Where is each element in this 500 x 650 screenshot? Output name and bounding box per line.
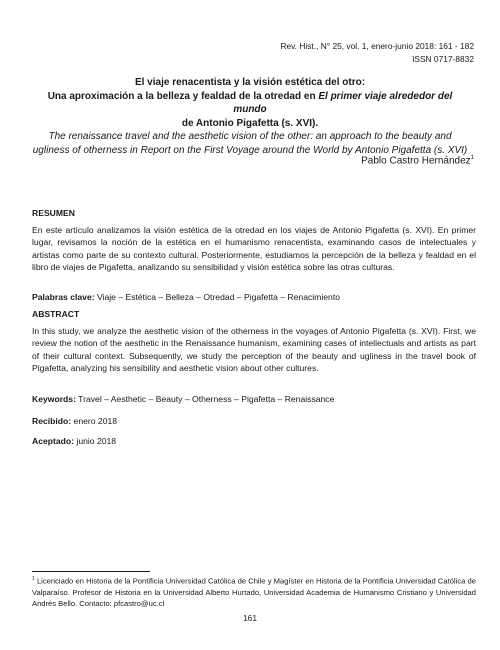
- author-name: Pablo Castro Hernández: [361, 155, 471, 167]
- spanish-title-book: El primer viaje alrededor del mundo: [233, 90, 453, 115]
- keywords: [32, 394, 334, 404]
- received-label: Recibido:: [32, 416, 72, 426]
- keywords-label: Keywords:: [32, 394, 76, 404]
- footnote: [32, 574, 476, 609]
- palabras-clave: [32, 292, 340, 302]
- author-footnote-mark[interactable]: 1: [470, 155, 474, 161]
- abstract-heading: ABSTRACT: [32, 309, 80, 319]
- accepted-date: [32, 436, 116, 446]
- accepted-label: Aceptado:: [32, 436, 75, 446]
- issn: ISSN 0717-8832: [412, 53, 474, 64]
- spanish-title-line1: El viaje renacentista y la visión estética del otro:: [134, 77, 366, 88]
- journal-header: [280, 40, 474, 65]
- footnote-text: Licenciado en Historia de la Pontificia Universidad Católica de Chile y Magíster en Historia de la Pontificia Universidad Católica de Valparaíso. Profesor de Historia en la Universidad Alberto Hurtado, Universidad Academia de Humanismo Cristiano y Universidad Andrés Bello. Contacto: pfcastro@uc.cl: [32, 576, 476, 608]
- spanish-title-line3: de Antonio Pigafetta (s. XVI).: [181, 117, 319, 129]
- spanish-title-line2: Una aproximación a la belleza y fealdad de la otredad en: [47, 90, 319, 102]
- accepted-value: junio 2018: [74, 436, 117, 446]
- received-date: [32, 416, 117, 426]
- received-value: enero 2018: [71, 416, 118, 426]
- footnote-mark: 1: [32, 576, 35, 582]
- spanish-title: [32, 76, 468, 130]
- palabras-clave-values: Viaje – Estética – Belleza – Otredad – Pigafetta – Renacimiento: [94, 292, 340, 302]
- keywords-values: Travel – Aesthetic – Beauty – Otherness – Pigafetta – Renaissance: [75, 394, 335, 404]
- resumen-text: En este artículo analizamos la visión estética de la otredad en los viajes de Antonio Pigafetta (s. XVI). En primer lugar, revisamos la noción de la estética en el humanismo renacentista, examinando casos de intelectuales y artistas como parte de su contexto cultural. Posteriormente, estudiamos la percepción de la belleza y fealdad en el libro de viajes de Pigafetta, analizando su sensibilidad y visión estética sobre las otras culturas.: [32, 225, 476, 272]
- title-block: [32, 76, 468, 157]
- footnote-divider: [32, 571, 150, 572]
- abstract-text: In this study, we analyze the aesthetic vision of the otherness in the voyages of Antonio Pigafetta (s. XVI). First, we review the notion of the aesthetic in the Renaissance humanism, examining cases of intellectuals and artists as part of their cultural context. Subsequently, we study the perception of the beauty and ugliness in the travel book of Pigafetta, analyzing his sensibility and aesthetic vision about other cultures.: [32, 326, 476, 373]
- page-number: 161: [243, 613, 257, 623]
- english-title: The renaissance travel and the aesthetic vision of the other: an approach to the beauty and ugliness of otherness in Report on the First Voyage around the World by Antonio Pigafetta (s. XVI): [32, 131, 468, 156]
- journal-reference: Rev. Hist., N° 25, vol. 1, enero-junio 2018: 161 - 182: [280, 41, 474, 51]
- resumen-heading: RESUMEN: [32, 208, 75, 218]
- palabras-clave-label: Palabras clave:: [32, 292, 95, 302]
- author: [361, 155, 474, 166]
